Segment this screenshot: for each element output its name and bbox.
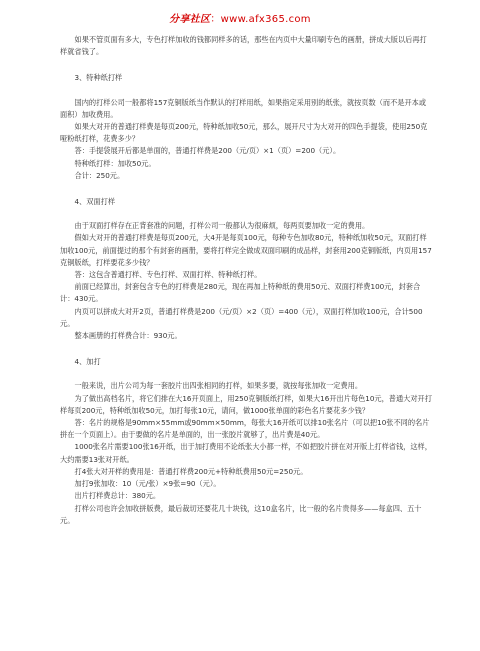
site-logo: 分享社区 <box>169 14 211 25</box>
intro-paragraph: 如果不管页面有多大，专色打样加收的钱都同样多的话，那些在内页中大量印刷专色的画册，拼成大版以后再打样就省钱了。 <box>60 35 427 57</box>
section-heading: 4、双面打样 <box>74 197 116 207</box>
site-url: www.afx365.com <box>220 14 311 25</box>
section-heading: 3、特种纸打样 <box>74 73 123 83</box>
paragraph: 答：这包含普通打样、专色打样、双面打样、特种纸打样。 <box>74 270 262 280</box>
document-body <box>60 34 432 527</box>
paragraph: 前面已经算出，封套包含专色的打样费是280元，现在再加上特种纸的费用50元、双面打样费100元，封套合计：430元。 <box>60 282 421 304</box>
paragraph: 合计：250元。 <box>74 170 125 180</box>
paragraph: 加打9张加收：10（元/张）×9张=90（元）。 <box>74 479 221 489</box>
paragraph: 一般来说，出片公司为每一套胶片出四张相同的打样，如果多要，就按每张加收一定费用。 <box>74 381 363 391</box>
paragraph: 由于双面打样存在正背套准的问题，打样公司一般都认为很麻烦，每两页要加收一定的费用。 <box>74 221 370 231</box>
paragraph: 特种纸打样：加收50元。 <box>74 158 156 168</box>
paragraph: 内页可以拼成大对开2页，普通打样费是200（元/页）×2（页）=400（元），双面打样加收100元，合计500元。 <box>60 306 423 328</box>
paragraph: 打样公司也许会加收拼版费，最后裁切还要花几十块钱，这10盒名片，比一般的名片贵得多——每盒四、五十元。 <box>60 503 422 525</box>
paragraph: 1000张名片需要100张16开纸，出于加打费用不论纸张大小都一样，不如把胶片拼在对开版上打样省钱，这样，大约需要13张对开纸。 <box>60 442 432 464</box>
paragraph: 出片打样费总计：380元。 <box>74 491 161 501</box>
paragraph: 答：手提袋展开后都是单面的，普通打样费是200（元/页）×1（页）=200（元）。 <box>74 146 341 156</box>
paragraph: 答：名片的规格是90mm×55mm或90mm×50mm，每张大16开纸可以排10张名片（可以把10张不同的名片拼在一个页面上）。由于要做的名片是单面的，出一张胶片就够了，出片费是40元。 <box>60 418 430 440</box>
paragraph: 为了做出高档名片，将它们排在大16开页面上，用250克铜版纸打样，如果大16开出片每色10元，普通大对开打样每页200元，特种纸加收50元，加打每张10元，请问，做1000张单面的彩色名片要花多少钱？ <box>60 393 432 415</box>
section-heading: 4、加打 <box>74 357 101 367</box>
paragraph: 假如大对开的普通打样费是每页200元，大4开是每页100元，每种专色加收80元，特种纸加收50元，双面打样加收100元，前面提过的那个有封套的画册，要将打样完全做成双面印刷的成品样，封套用200克铜版纸，内页用157克铜版纸，打样要花多少钱？ <box>60 233 432 267</box>
paragraph: 整本画册的打样费合计：930元。 <box>74 331 182 341</box>
page-header: 分享社区：www.afx365.com <box>169 14 311 25</box>
paragraph: 国内的打样公司一般都将157克铜版纸当作默认的打样用纸，如果指定采用别的纸张，就按页数（而不是开本或面积）加收费用。 <box>60 97 427 119</box>
paragraph: 如果大对开的普通打样费是每页200元，特种纸加收50元，那么，展开尺寸为大对开的四色手提袋，使用250克哑粉纸打样，花费多少？ <box>60 122 428 144</box>
paragraph: 打4张大对开样的费用是：普通打样费200元+特种纸费用50元=250元。 <box>74 466 308 476</box>
